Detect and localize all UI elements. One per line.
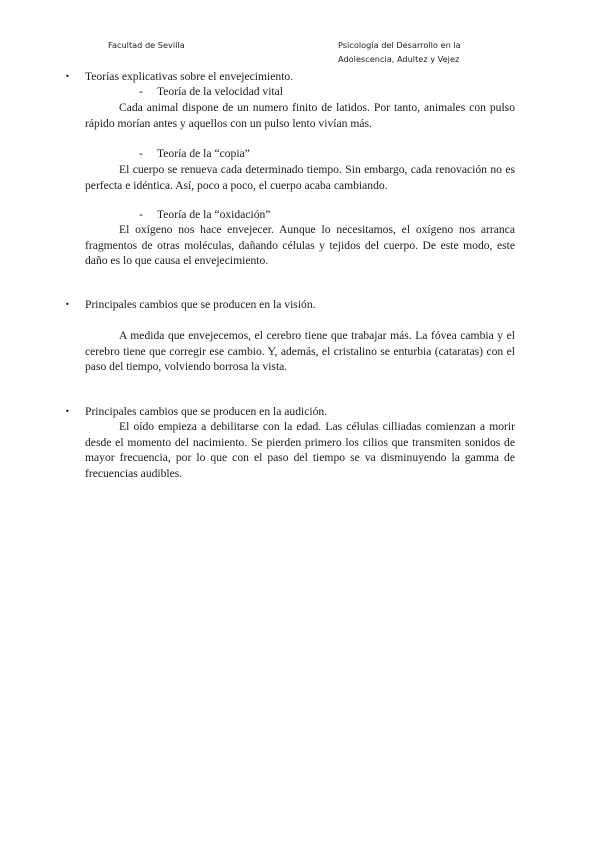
section2-text: A medida que envejecemos, el cerebro tiene que trabajar más. La fóvea cambia y el cerebro tiene que corregir ese cambio. Y, además, el cristalino se enturbia (cataratas) con el paso del tiempo, volviendo borrosa la vista. (85, 329, 515, 373)
section1-sub1-text: Cada animal dispone de un numero finito de latidos. Por tanto, animales con pulso rápido morían antes y aquellos con un pulso lento vivían más. (85, 101, 515, 130)
bullet-icon: • (65, 300, 70, 309)
section1-sub3-text: El oxígeno nos hace envejecer. Aunque lo necesitamos, el oxígeno nos arranca fragmentos de otras moléculas, dañando células y tejidos del cuerpo. De este modo, este daño es lo que causa el envejecimiento. (85, 223, 515, 267)
header-right-line1: Psicología del Desarrollo en la (338, 40, 461, 50)
bullet-icon: • (65, 407, 70, 416)
header-right-line2: Adolescencia, Adultez y Vejez (338, 54, 460, 64)
section3-text: El oído empieza a debilitarse con la edad. Las células cilliadas comienzan a morir desde el momento del nacimiento. Se pierden primero los cilios que transmiten sonidos de mayor frecuencia, por lo que con el paso del tiempo se va disminuyendo la gamma de frecuencias audibles. (85, 420, 515, 480)
bullet-icon: • (65, 72, 70, 81)
header-left: Facultad de Sevilla (108, 40, 185, 50)
header-right (338, 38, 461, 66)
section1-sub1-title: Teoría de la velocidad vital (157, 85, 284, 98)
dash-icon: - (139, 147, 143, 160)
section1-title: Teorías explicativas sobre el envejecimiento. (85, 70, 294, 83)
section2-title: Principales cambios que se producen en la visión. (85, 298, 316, 311)
dash-icon: - (139, 208, 143, 221)
section3-title: Principales cambios que se producen en la audición. (85, 405, 328, 418)
section1-sub3-title: Teoría de la “oxidación” (157, 208, 271, 221)
section1-sub2-title: Teoría de la “copia” (157, 147, 250, 160)
section1-sub2-text: El cuerpo se renueva cada determinado tiempo. Sin embargo, cada renovación no es perfecta e idéntica. Así, poco a poco, el cuerpo acaba cambiando. (85, 163, 515, 192)
dash-icon: - (139, 85, 143, 98)
